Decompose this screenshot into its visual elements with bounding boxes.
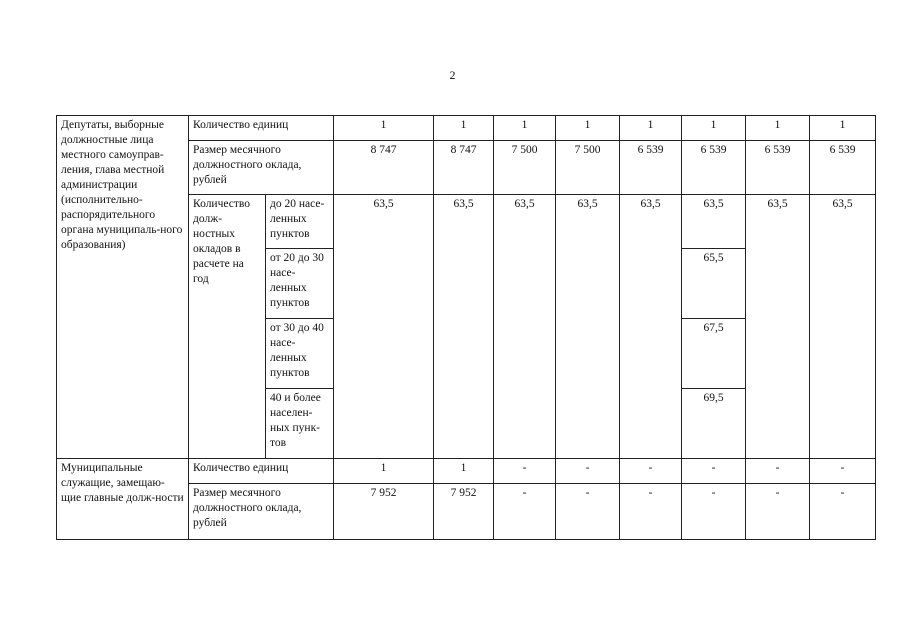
table-row <box>57 459 876 484</box>
value-cell: - <box>494 484 556 540</box>
value-cell: 6 539 <box>746 141 810 195</box>
value-cell: 63,5 <box>494 195 556 459</box>
value-cell: 1 <box>746 116 810 141</box>
value-cell: 1 <box>334 116 434 141</box>
category-cell-elected: Депутаты, выборные должностные лица местного самоуправ-ления, глава местной администрации (исполнительно-распорядительного органа муниципаль-ного образования) <box>57 116 189 459</box>
value-cell: - <box>810 459 876 484</box>
value-cell: 6 539 <box>620 141 682 195</box>
value-cell: 1 <box>620 116 682 141</box>
band-value-cell: 69,5 <box>682 389 746 459</box>
value-cell: 7 952 <box>434 484 494 540</box>
salary-label: Размер месячного должностного оклада, рублей <box>189 484 334 540</box>
value-cell: - <box>556 459 620 484</box>
band-label: от 30 до 40 насе-ленных пунктов <box>266 319 334 389</box>
units-label: Количество единиц <box>189 116 334 141</box>
value-cell: 1 <box>334 459 434 484</box>
value-cell: 6 539 <box>682 141 746 195</box>
table-row <box>57 116 876 141</box>
salary-table <box>56 115 876 540</box>
band-label: до 20 насе-ленных пунктов <box>266 195 334 249</box>
band-label: 40 и более населен-ных пунк-тов <box>266 389 334 459</box>
units-label: Количество единиц <box>189 459 334 484</box>
value-cell: 63,5 <box>746 195 810 459</box>
count-label: Количество долж-ностных окладов в расчете на год <box>189 195 266 459</box>
value-cell: 7 500 <box>494 141 556 195</box>
value-cell: - <box>620 459 682 484</box>
value-cell: 7 952 <box>334 484 434 540</box>
value-cell: 8 747 <box>434 141 494 195</box>
value-cell: 63,5 <box>334 195 434 459</box>
value-cell: 63,5 <box>556 195 620 459</box>
value-cell: - <box>746 484 810 540</box>
value-cell: - <box>682 484 746 540</box>
value-cell: 63,5 <box>810 195 876 459</box>
value-cell: 63,5 <box>434 195 494 459</box>
band-value-cell: 67,5 <box>682 319 746 389</box>
value-cell: - <box>810 484 876 540</box>
value-cell: 1 <box>434 459 494 484</box>
value-cell: - <box>494 459 556 484</box>
value-cell: 63,5 <box>620 195 682 459</box>
value-cell: - <box>746 459 810 484</box>
category-cell-municipal: Муниципальные служащие, замещаю-щие главные долж-ности <box>57 459 189 540</box>
value-cell: 8 747 <box>334 141 434 195</box>
page-number: 2 <box>449 68 456 82</box>
value-cell: - <box>682 459 746 484</box>
value-cell: 1 <box>434 116 494 141</box>
value-cell: 1 <box>810 116 876 141</box>
band-value-cell: 65,5 <box>682 249 746 319</box>
band-label: от 20 до 30 насе-ленных пунктов <box>266 249 334 319</box>
value-cell: - <box>556 484 620 540</box>
value-cell: 1 <box>494 116 556 141</box>
salary-label: Размер месячного должностного оклада, рублей <box>189 141 334 195</box>
value-cell: 1 <box>556 116 620 141</box>
value-cell: 1 <box>682 116 746 141</box>
value-cell: 7 500 <box>556 141 620 195</box>
value-cell: 6 539 <box>810 141 876 195</box>
band-value-cell: 63,5 <box>682 195 746 249</box>
value-cell: - <box>620 484 682 540</box>
